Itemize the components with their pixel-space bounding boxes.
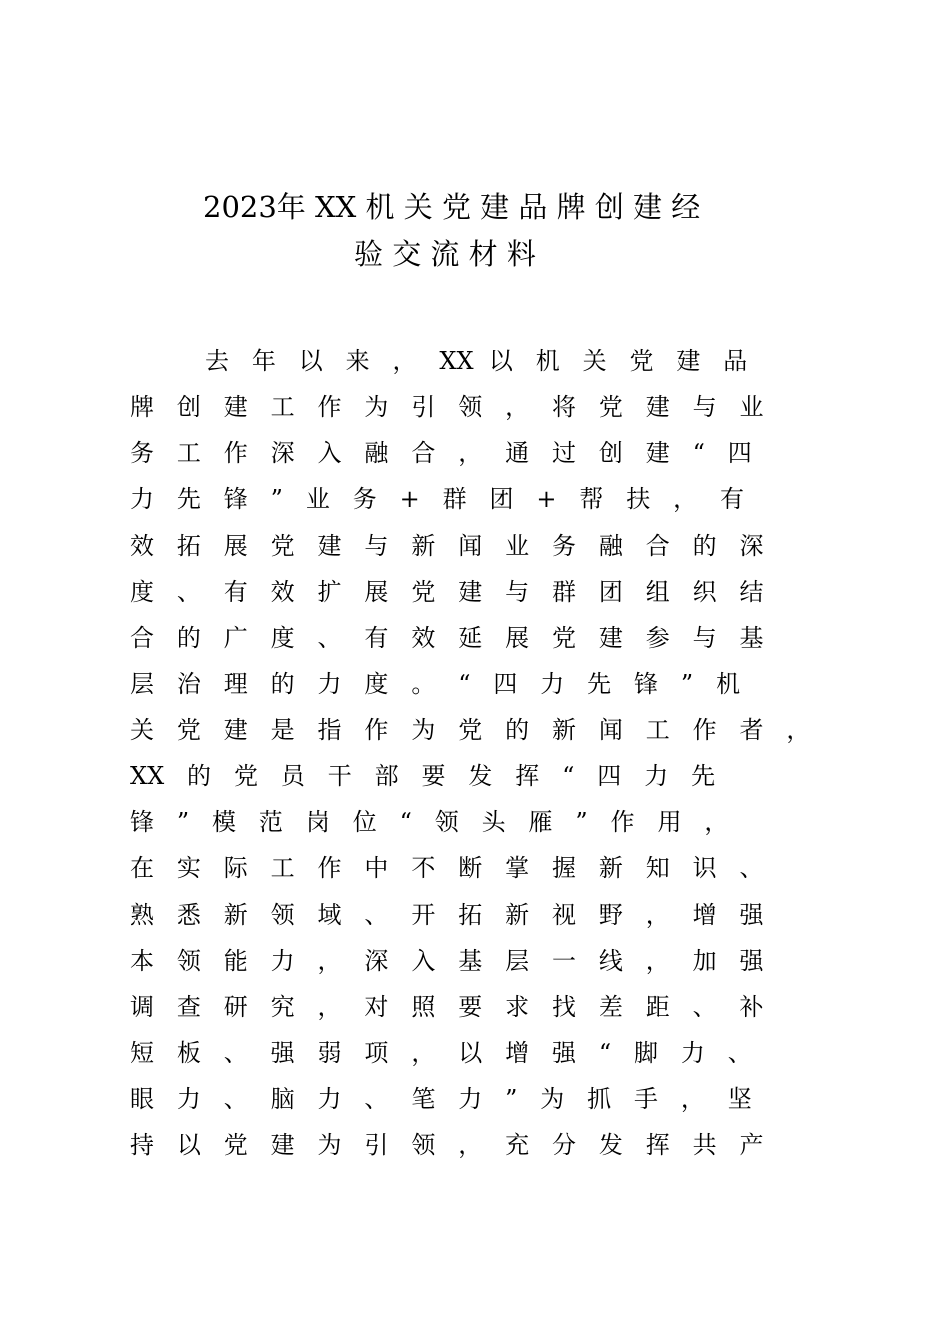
body-line: 务 工 作 深 入 融 合 ， 通 过 创 建 “ 四	[130, 439, 752, 467]
body-line: XX 的 党 员 干 部 要 发 挥 “ 四 力 先	[130, 762, 716, 790]
body-line: 层 治 理 的 力 度 。 “ 四 力 先 锋 ” 机	[130, 670, 741, 698]
body-line: 关 党 建 是 指 作 为 党 的 新 闻 工 作 者 ，	[130, 716, 811, 744]
body-line: 效 拓 展 党 建 与 新 闻 业 务 融 合 的 深	[130, 532, 764, 560]
body-line: 牌 创 建 工 作 为 引 领 ， 将 党 建 与 业	[130, 393, 764, 421]
body-line: 去 年 以 来 ， XX 以 机 关 党 建 品	[205, 347, 748, 375]
body-line: 力 先 锋 ” 业 务 + 群 团 + 帮 扶 ， 有	[130, 485, 745, 513]
body-line: 调 查 研 究 ， 对 照 要 求 找 差 距 、 补	[130, 993, 764, 1021]
body-line: 锋 ” 模 范 岗 位 “ 领 头 雁 ” 作 用 ，	[130, 808, 729, 836]
document-title-line-1: 2023年 XX 机 关 党 建 品 牌 创 建 经	[203, 190, 701, 224]
body-line: 持 以 党 建 为 引 领 ， 充 分 发 挥 共 产	[130, 1131, 764, 1159]
body-line: 熟 悉 新 领 域 、 开 拓 新 视 野 ， 增 强	[130, 901, 764, 929]
body-line: 眼 力 、 脑 力 、 笔 力 ” 为 抓 手 ， 坚	[130, 1085, 752, 1113]
body-line: 度 、 有 效 扩 展 党 建 与 群 团 组 织 结	[130, 578, 764, 606]
document-title-line-2: 验 交 流 材 料	[354, 237, 536, 271]
body-line: 在 实 际 工 作 中 不 断 掌 握 新 知 识 、	[130, 854, 764, 882]
body-line: 合 的 广 度 、 有 效 延 展 党 建 参 与 基	[130, 624, 764, 652]
body-line: 本 领 能 力 ， 深 入 基 层 一 线 ， 加 强	[130, 947, 764, 975]
body-line: 短 板 、 强 弱 项 ， 以 增 强 “ 脚 力 、	[130, 1039, 752, 1067]
